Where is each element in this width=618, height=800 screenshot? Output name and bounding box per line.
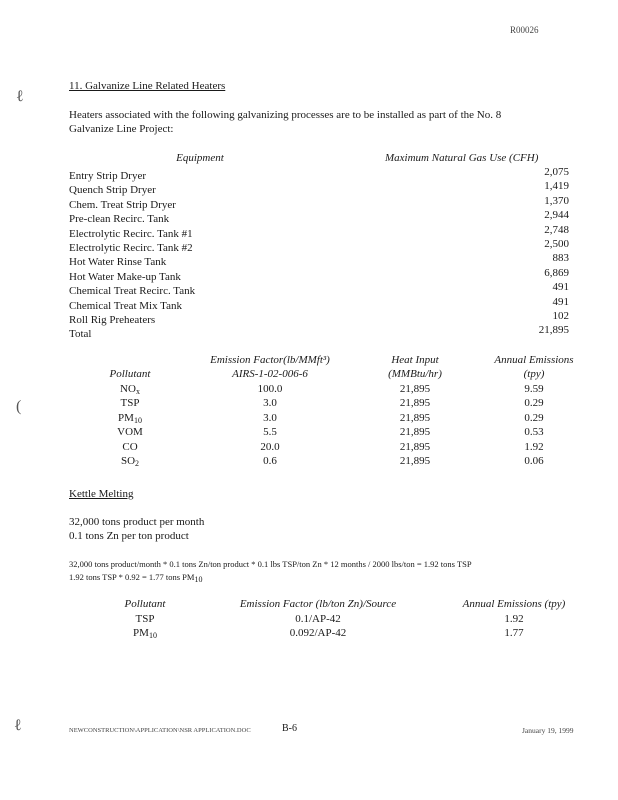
intro-line-1: Heaters associated with the following galvanizing processes are to be installed as part of the No. 8 [69,109,502,121]
table-row [100,397,584,411]
gas-use-value: 883 [552,252,569,265]
table-row [69,166,569,180]
table-row [110,613,584,627]
heat-cell: 21,895 [399,426,431,439]
pollutant-cell: $SO_2$ [120,454,140,468]
equipment-name: Total [69,328,92,341]
pollutant-cell: CO [122,440,138,453]
table-row [69,238,569,252]
pollutant-cell: TSP [135,613,155,625]
footer-date: January 19, 1999 [522,726,574,735]
margin-mark: ℓ [16,88,24,105]
table-row [110,627,584,641]
gas-use-value: 2,748 [544,223,569,236]
kettle-col-pollutant: Pollutant [124,598,166,610]
equipment-name: Roll Rig Preheaters [69,313,156,326]
table-row [69,281,569,298]
annual-cell: 1.92 [504,613,524,625]
kettle-heading: Kettle Melting [69,488,134,500]
table-row [69,180,569,197]
table-row [100,412,584,426]
margin-mark: ( [16,398,22,415]
factor-cell: 0.092/AP-42 [289,627,347,640]
factor-cell: 0.6 [263,454,277,467]
factor-cell: 3.0 [263,411,277,424]
gas-use-value: 21,895 [538,324,569,337]
table-row [69,209,569,226]
table-row [69,252,569,269]
col-heat-header-1: Heat Input [391,354,439,366]
table-row [100,455,584,469]
col-annual-header-2: (tpy) [523,368,545,380]
pollutant-cell: VOM [117,426,143,439]
factor-cell: 20.0 [260,440,280,453]
intro-line-2: Galvanize Line Project: [69,123,174,135]
kettle-line-2: 0.1 tons Zn per ton product [69,530,189,542]
equipment-name: Chem. Treat Strip Dryer [69,198,176,211]
heat-cell: 21,895 [399,440,431,453]
table-row [69,195,569,209]
table-row [100,441,584,455]
gas-use-value: 2,944 [544,209,569,222]
annual-cell: 0.53 [524,426,544,439]
col-equipment-header: Equipment [176,152,224,164]
factor-cell: 5.5 [263,426,277,439]
page-code: R00026 [510,25,539,35]
annual-cell: 0.29 [524,397,544,410]
equipment-name: Chemical Treat Recirc. Tank [69,285,196,298]
kettle-col-annual: Annual Emissions (tpy) [462,598,566,610]
pollutant-cell: $PM_{10}$ [133,627,157,641]
equipment-name: Entry Strip Dryer [69,170,146,182]
table-row [69,224,569,238]
gas-use-value: 491 [552,295,569,308]
calc-line-2: 1.92 tons TSP * 0.92 = 1.77 tons $PM_{10}$ [69,572,203,584]
footer-file-path: NEWCONSTRUCTION\APPLICATION\NSR APPLICATION.DOC [69,727,251,734]
equipment-name: Hot Water Rinse Tank [69,256,167,269]
table-row [69,310,569,324]
section-heading: 11. Galvanize Line Related Heaters [69,80,226,92]
col-factor-header-2: AIRS-1-02-006-6 [232,368,308,380]
equipment-name: Pre-clean Recirc. Tank [69,213,170,226]
margin-mark: ℓ [14,717,22,734]
gas-use-value: 6,869 [544,266,569,279]
factor-cell: 0.1/AP-42 [295,613,341,625]
equipment-name: Electrolytic Recirc. Tank #2 [69,241,193,254]
heat-cell: 21,895 [399,397,431,410]
heater-table [69,166,569,339]
equipment-name: Electrolytic Recirc. Tank #1 [69,227,193,240]
pollutant-cell: $NO_x$ [120,383,140,396]
table-row [100,426,584,440]
table-row-total [69,324,569,341]
annual-cell: 1.92 [524,440,544,453]
pollutant-cell: TSP [120,397,140,410]
col-max-gas-header: Maximum Natural Gas Use (CFH) [385,152,539,164]
table-row [69,296,569,310]
annual-cell: 0.06 [524,454,544,467]
factor-cell: 100.0 [257,383,283,395]
equipment-name: Hot Water Make-up Tank [69,270,181,283]
factor-cell: 3.0 [263,397,277,410]
col-factor-header-1: Emission Factor(lb/MMft³) [210,354,330,366]
equipment-name: Quench Strip Dryer [69,184,156,197]
equipment-name: Chemical Treat Mix Tank [69,299,182,312]
heat-cell: 21,895 [399,454,431,467]
table-row [69,267,569,281]
calc-line-1: 32,000 tons product/month * 0.1 tons Zn/ton product * 0.1 lbs TSP/ton Zn * 12 months / 2000 lbs/ton = 1.92 tons TSP [69,559,472,569]
col-heat-header-2: (MMBtu/hr) [388,368,442,380]
col-pollutant-header: Pollutant [109,368,151,380]
kettle-col-factor: Emission Factor (lb/ton Zn)/Source [239,598,397,610]
gas-use-value: 491 [552,281,569,294]
emission-table [100,383,584,469]
gas-use-value: 1,370 [544,194,569,207]
footer-page-number: B-6 [282,723,297,734]
col-annual-header-1: Annual Emissions [494,354,574,366]
pollutant-cell: $PM_{10}$ [118,411,142,425]
table-row [100,383,584,397]
kettle-table [110,613,584,642]
annual-cell: 1.77 [504,627,524,640]
gas-use-value: 1,419 [544,180,569,193]
gas-use-value: 2,075 [544,166,569,178]
annual-cell: 9.59 [524,383,544,395]
heat-cell: 21,895 [399,411,431,424]
kettle-line-1: 32,000 tons product per month [69,516,205,528]
gas-use-value: 102 [552,309,569,322]
gas-use-value: 2,500 [544,237,569,250]
annual-cell: 0.29 [524,411,544,424]
heat-cell: 21,895 [399,383,431,395]
